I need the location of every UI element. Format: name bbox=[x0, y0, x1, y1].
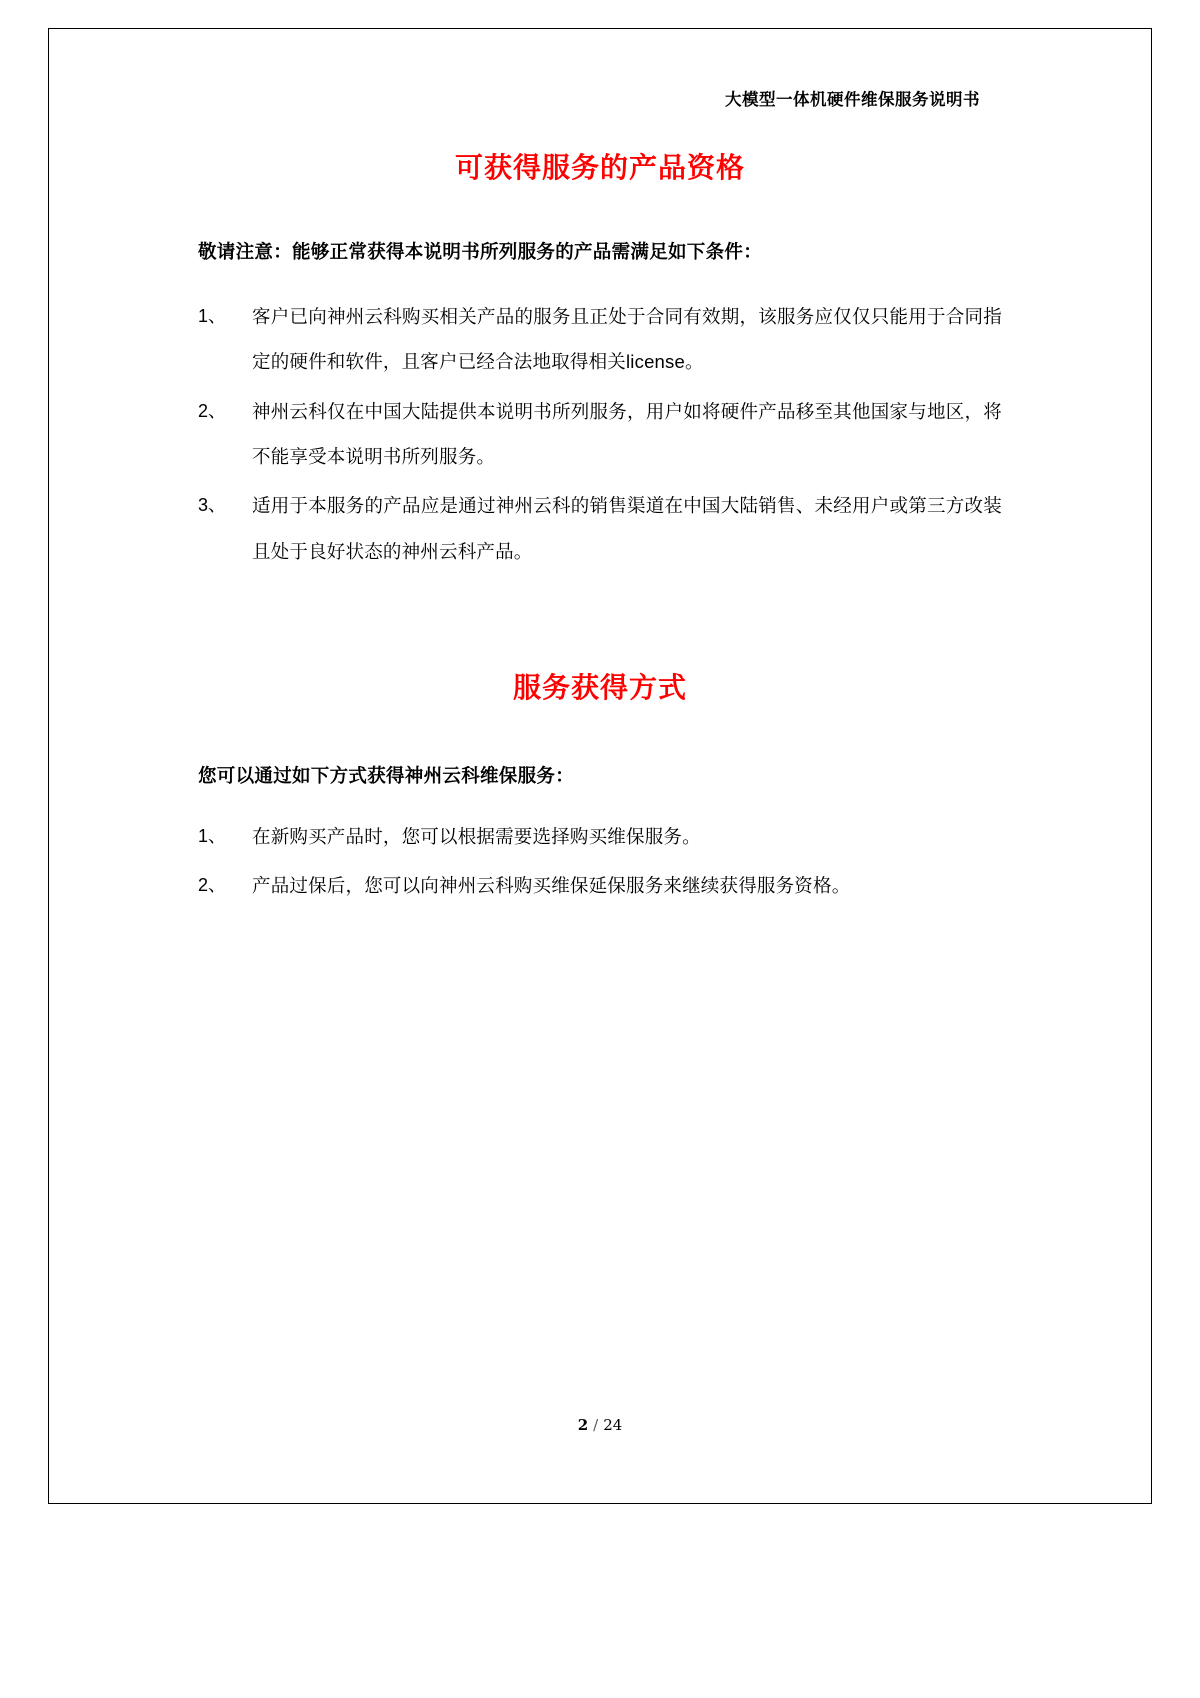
list-item bbox=[198, 294, 1002, 385]
list-item-text: 产品过保后，您可以向神州云科购买维保延保服务来继续获得服务资格。 bbox=[252, 874, 851, 896]
list-product-eligibility bbox=[198, 294, 1002, 574]
footer-page-number: 2 bbox=[577, 1416, 589, 1434]
list-item-text: 神州云科仅在中国大陆提供本说明书所列服务，用户如将硬件产品移至其他国家与地区，将不能享受本说明书所列服务。 bbox=[252, 400, 1002, 467]
list-item bbox=[198, 818, 1002, 857]
list-item-number: 2、 bbox=[198, 400, 227, 421]
list-item-text: 适用于本服务的产品应是通过神州云科的销售渠道在中国大陆销售、未经用户或第三方改装且处于良好状态的神州云科产品。 bbox=[252, 495, 1002, 562]
list-item-number: 3、 bbox=[198, 495, 227, 516]
section-lead-product-eligibility: 敬请注意：能够正常获得本说明书所列服务的产品需满足如下条件： bbox=[198, 241, 763, 262]
list-item-text: 在新购买产品时，您可以根据需要选择购买维保服务。 bbox=[252, 825, 701, 847]
page-footer bbox=[48, 1416, 1152, 1434]
list-item-number: 1、 bbox=[198, 825, 227, 846]
list-item bbox=[198, 483, 1002, 574]
footer-total-pages: 24 bbox=[603, 1416, 623, 1434]
section-title-product-eligibility: 可获得服务的产品资格 bbox=[454, 152, 745, 183]
list-service-access bbox=[198, 818, 1002, 906]
page-header-title: 大模型一体机硬件维保服务说明书 bbox=[725, 90, 980, 109]
section-lead-service-access: 您可以通过如下方式获得神州云科维保服务： bbox=[198, 764, 575, 786]
list-item bbox=[198, 389, 1002, 480]
list-item bbox=[198, 867, 1002, 906]
footer-separator: / bbox=[593, 1416, 599, 1434]
list-item-number: 1、 bbox=[198, 306, 227, 326]
list-item-number: 2、 bbox=[198, 874, 227, 895]
list-item-text: 客户已向神州云科购买相关产品的服务且正处于合同有效期，该服务应仅仅只能用于合同指定的硬件和软件，且客户已经合法地取得相关license。 bbox=[252, 306, 1002, 373]
page-content bbox=[48, 28, 1152, 1504]
section-title-service-access: 服务获得方式 bbox=[512, 671, 687, 703]
